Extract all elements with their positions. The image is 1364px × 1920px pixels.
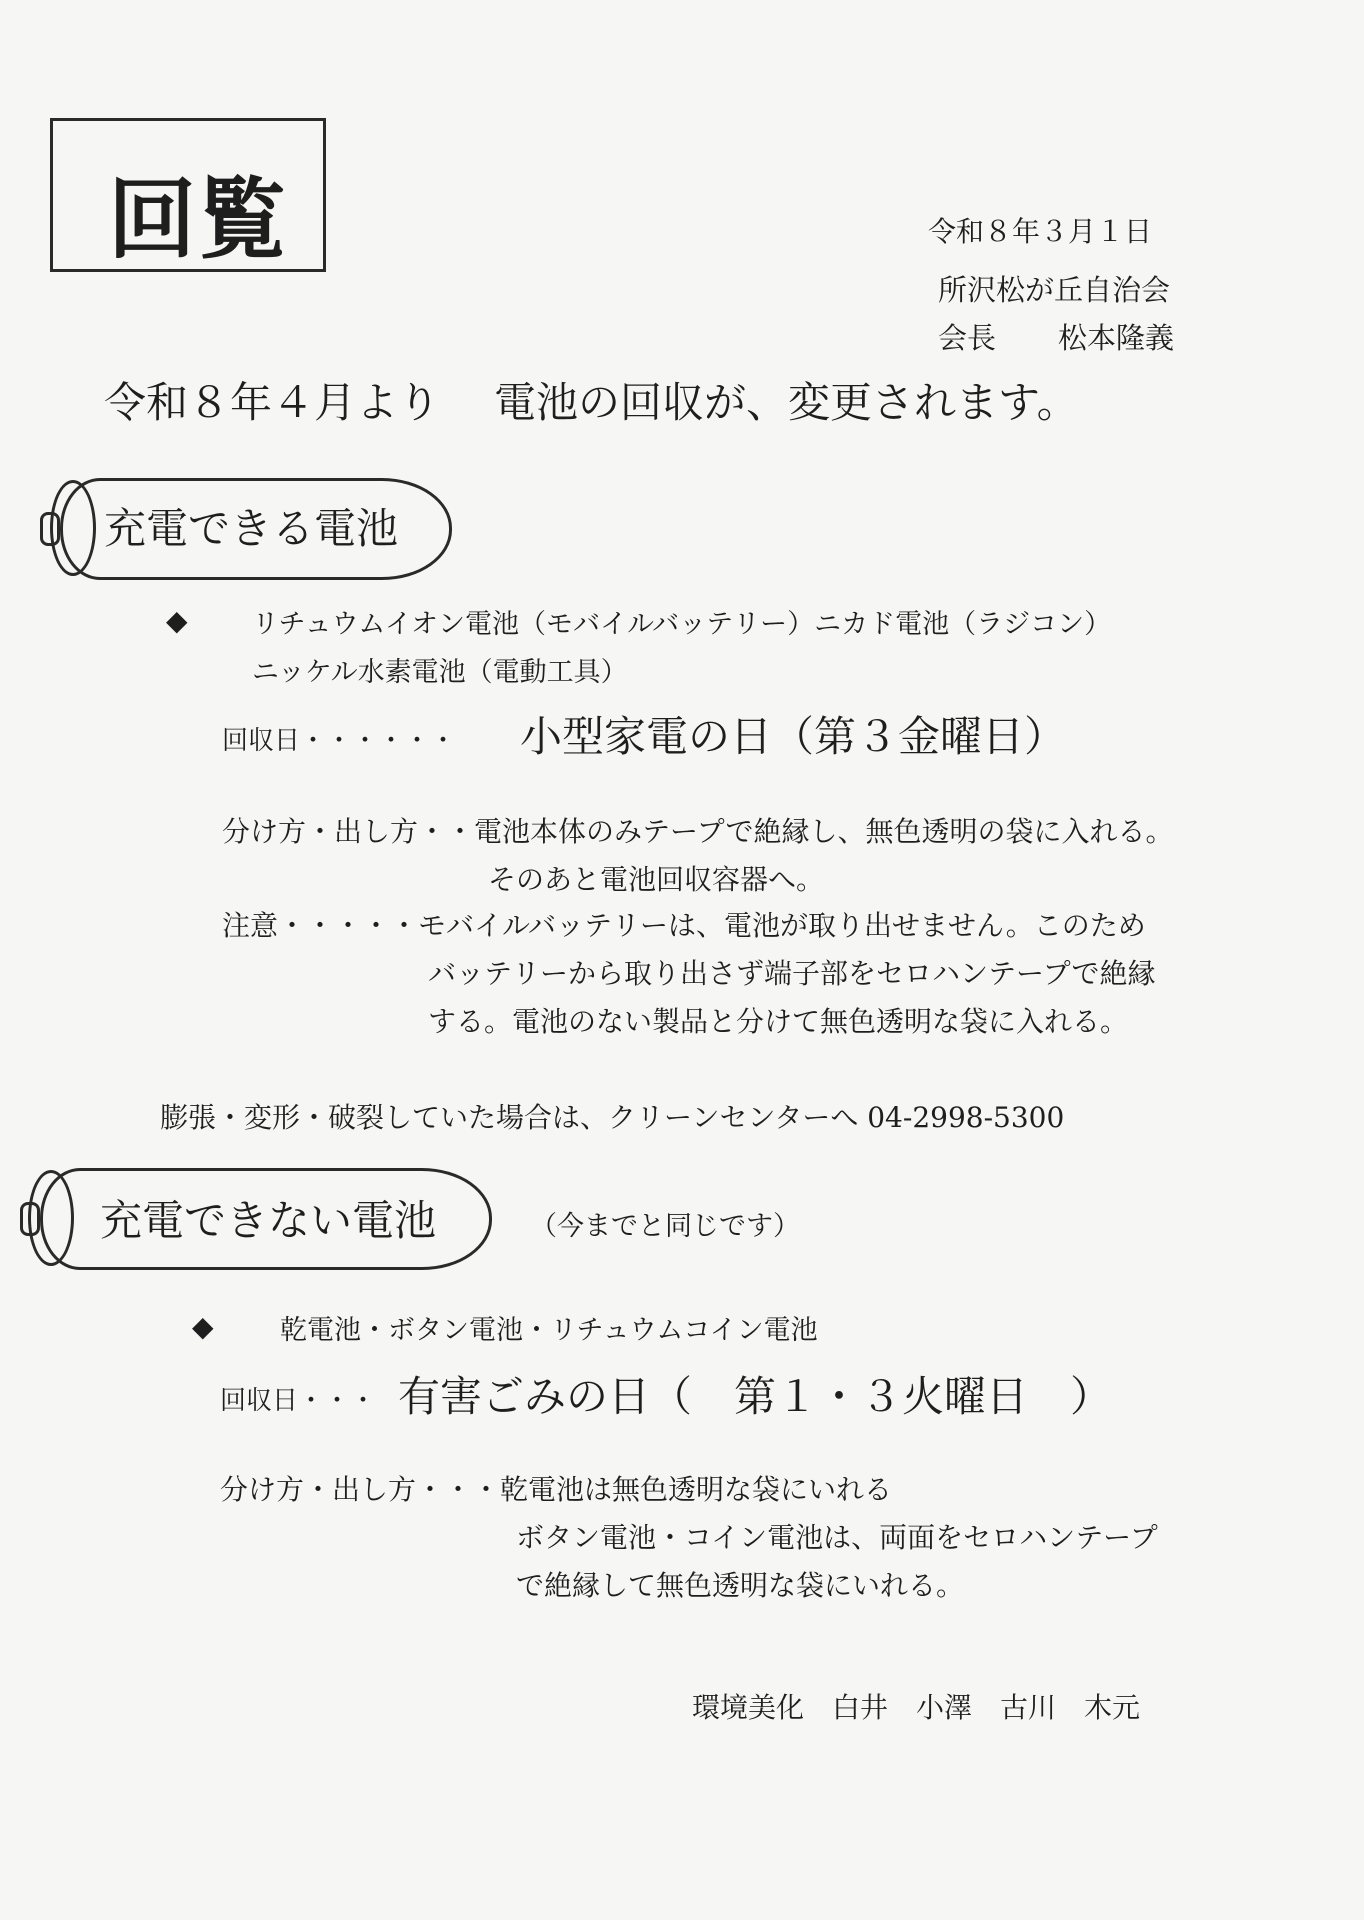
collection-day-label: 回収日・・・・・・ — [222, 726, 457, 756]
non-rechargeable-items: 乾電池・ボタン電池・リチュウムコイン電池 — [280, 1315, 818, 1346]
footer-committee: 環境美化 白井 小澤 古川 木元 — [692, 1691, 1141, 1724]
section-title-non-rechargeable: 充電できない電池 — [100, 1196, 437, 1245]
headline-date: 令和８年４月より — [104, 378, 441, 427]
circular-stamp-text: 回覧 — [108, 167, 289, 271]
headline — [104, 370, 1079, 430]
sorting-method-line2: ボタン電池・コイン電池は、両面をセロハンテープ — [516, 1521, 1158, 1554]
caution-line2: バッテリーから取り出さず端子部をセロハンテープで絶縁 — [428, 957, 1156, 990]
sorting-method-line1: 分け方・出し方・・・乾電池は無色透明な袋にいれる — [220, 1473, 893, 1506]
battery-terminal-icon — [20, 1202, 40, 1236]
diamond-bullet-icon: ◆ — [166, 604, 188, 637]
issue-date: 令和８年３月１日 — [928, 215, 1153, 248]
organization-name: 所沢松が丘自治会 — [938, 273, 1171, 307]
sorting-method-line3: で絶縁して無色透明な袋にいれる。 — [516, 1569, 965, 1602]
diamond-bullet-icon: ◆ — [192, 1310, 214, 1343]
sorting-method-line1: 分け方・出し方・・電池本体のみテープで絶縁し、無色透明の袋に入れる。 — [222, 815, 1174, 848]
sorting-method-line2: そのあと電池回収容器へ。 — [488, 863, 825, 896]
battery-terminal-icon — [40, 512, 60, 546]
collection-day-value: 有害ごみの日（ 第１・３火曜日 ） — [398, 1372, 1113, 1421]
damaged-battery-note: 膨張・変形・破裂していた場合は、クリーンセンターへ 04-2998-5300 — [160, 1101, 1065, 1134]
collection-day-label: 回収日・・・ — [220, 1386, 377, 1416]
headline-message: 電池の回収が、変更されます。 — [494, 378, 1079, 427]
chair-name: 松本隆義 — [1058, 321, 1175, 355]
rechargeable-items-line2: ニッケル水素電池（電動工具） — [252, 657, 628, 688]
caution-line3: する。電池のない製品と分けて無色透明な袋に入れる。 — [428, 1005, 1129, 1038]
collection-day-value: 小型家電の日（第３金曜日） — [520, 712, 1067, 761]
section-note-same-as-before: （今までと同じです） — [530, 1211, 800, 1242]
rechargeable-items-line1: リチュウムイオン電池（モバイルバッテリー）ニカド電池（ラジコン） — [252, 609, 1112, 640]
caution-line1: 注意・・・・・モバイルバッテリーは、電池が取り出せません。このため — [222, 909, 1146, 942]
chair-role: 会長 — [938, 321, 997, 355]
section-title-rechargeable: 充電できる電池 — [104, 504, 399, 553]
